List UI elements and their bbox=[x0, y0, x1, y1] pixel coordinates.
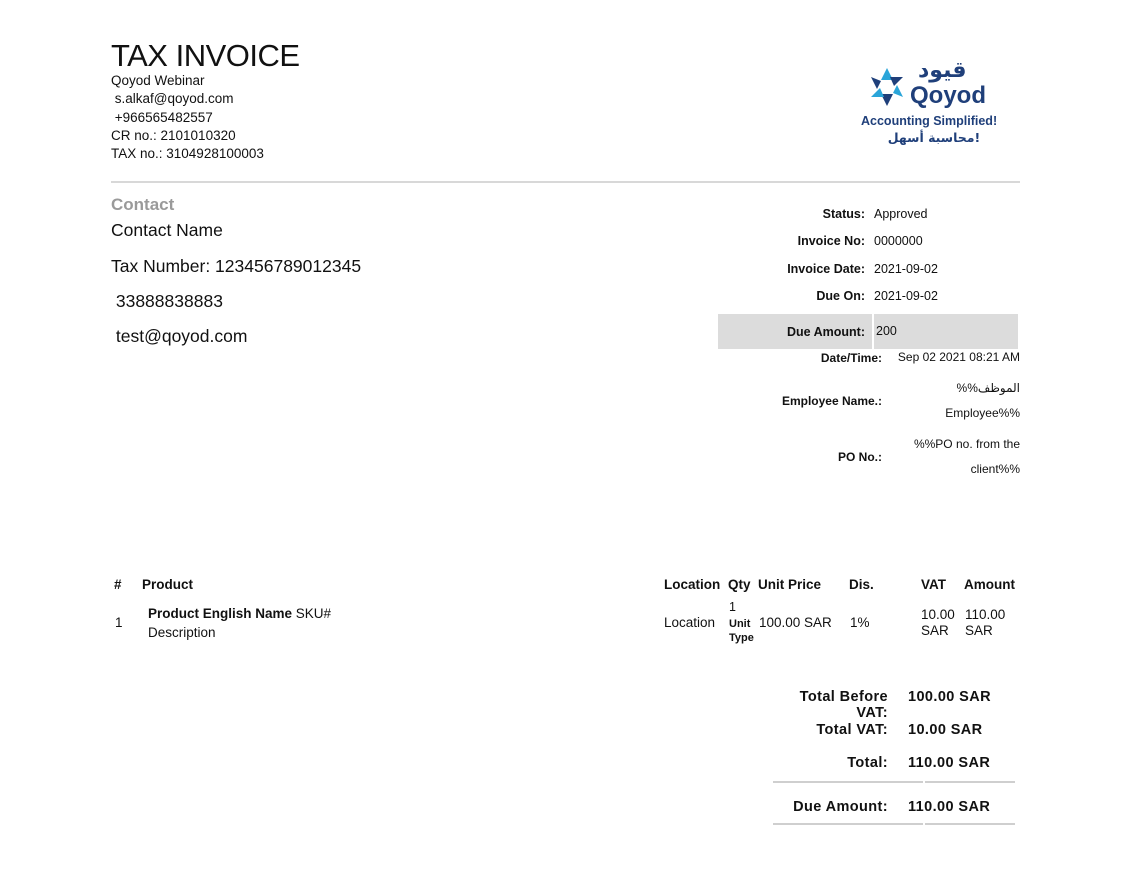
invoice-meta bbox=[708, 200, 1018, 349]
logo-arabic: قيود bbox=[918, 58, 967, 83]
meta-label: Due Amount: bbox=[787, 324, 865, 339]
meta-value: %%الموظف Employee%% bbox=[945, 381, 1020, 420]
col-header-location: Location bbox=[664, 577, 721, 592]
company-phone: +966565482557 bbox=[111, 109, 213, 125]
meta-value: Sep 02 2021 08:21 AM bbox=[897, 350, 1020, 364]
total-label: Due Amount: bbox=[793, 799, 888, 815]
divider-line bbox=[773, 823, 923, 825]
meta-due-on bbox=[708, 283, 1018, 311]
col-header-amount: Amount bbox=[964, 577, 1015, 592]
contact-name: Contact Name bbox=[111, 220, 223, 240]
meta-status bbox=[708, 200, 1018, 228]
company-name: Qoyod Webinar bbox=[111, 73, 205, 88]
logo-tagline: Accounting Simplified! bbox=[861, 114, 998, 128]
col-header-unit-price: Unit Price bbox=[758, 577, 822, 592]
total-label: Total: bbox=[847, 755, 888, 771]
contact-email: test@qoyod.com bbox=[111, 326, 248, 346]
meta-label: Invoice No: bbox=[797, 234, 865, 249]
total-label: Total VAT: bbox=[816, 722, 888, 738]
meta-label: Date/Time: bbox=[820, 350, 882, 365]
meta-value: 2021-09-02 bbox=[874, 289, 938, 304]
row-dis: 1% bbox=[850, 615, 870, 630]
totals-block bbox=[773, 689, 1023, 825]
total-value: 110.00 SAR bbox=[908, 755, 991, 771]
company-cr: CR no.: 2101010320 bbox=[111, 127, 236, 143]
divider-line bbox=[925, 781, 1015, 783]
row-location: Location bbox=[664, 615, 716, 630]
meta-invoice-no bbox=[708, 228, 1018, 256]
meta-datetime bbox=[760, 345, 1020, 370]
contact-tax-number: Tax Number: 123456789012345 bbox=[111, 256, 362, 276]
meta-value: 0000000 bbox=[874, 234, 923, 249]
row-unit-type: Unit Type bbox=[729, 618, 754, 644]
row-qty: 1 bbox=[729, 600, 736, 614]
row-num: 1 bbox=[115, 615, 123, 630]
meta-value: Approved bbox=[874, 206, 928, 221]
meta-invoice-date bbox=[708, 255, 1018, 283]
meta-value: 2021-09-02 bbox=[874, 261, 938, 276]
meta-label: Due On: bbox=[816, 289, 865, 304]
contact-phone: 33888838883 bbox=[111, 291, 223, 311]
total-grand bbox=[773, 755, 1023, 781]
row-description: Description bbox=[148, 625, 216, 640]
row-unit-price: 100.00 SAR bbox=[759, 615, 832, 630]
total-due bbox=[773, 799, 1023, 823]
meta-label: Employee Name.: bbox=[781, 394, 882, 408]
row-product-name: Product English Name bbox=[148, 606, 293, 621]
logo-tagline-arabic: محاسبة أسهل! bbox=[887, 130, 981, 145]
company-email: s.alkaf@qoyod.com bbox=[111, 91, 234, 107]
total-label: Total Before VAT: bbox=[799, 689, 888, 721]
total-value: 110.00 SAR bbox=[908, 799, 991, 815]
col-header-dis: Dis. bbox=[849, 577, 874, 592]
company-tax: TAX no.: 3104928100003 bbox=[111, 146, 264, 162]
logo-name: Qoyod bbox=[910, 82, 986, 109]
totals-divider bbox=[773, 781, 1018, 783]
meta-po bbox=[760, 432, 1020, 482]
total-before-vat bbox=[773, 689, 1023, 722]
meta-employee bbox=[760, 376, 1020, 426]
contact-heading: Contact bbox=[111, 195, 175, 214]
col-header-product: Product bbox=[142, 577, 194, 592]
row-product bbox=[148, 606, 331, 621]
col-header-qty: Qty bbox=[728, 577, 751, 592]
row-sku: SKU# bbox=[292, 606, 332, 621]
invoice-extra-meta bbox=[760, 345, 1020, 488]
header-divider bbox=[111, 181, 1020, 183]
total-vat bbox=[773, 722, 1023, 755]
totals-bottom-divider bbox=[773, 823, 1018, 825]
meta-value: %%PO no. from the client%% bbox=[913, 437, 1020, 476]
meta-label: Invoice Date: bbox=[787, 261, 865, 276]
total-value: 10.00 SAR bbox=[908, 722, 983, 738]
divider-line bbox=[925, 823, 1015, 825]
col-header-num: # bbox=[114, 577, 122, 592]
meta-due-amount bbox=[718, 314, 1018, 349]
divider-line bbox=[773, 781, 923, 783]
meta-label: Status: bbox=[822, 206, 865, 221]
row-amount: 110.00 SAR bbox=[965, 607, 1006, 638]
col-header-vat: VAT bbox=[921, 577, 946, 592]
qoyod-logo bbox=[858, 60, 1008, 150]
company-details bbox=[111, 72, 264, 163]
meta-label: PO No.: bbox=[838, 450, 882, 464]
row-vat: 10.00 SAR bbox=[921, 607, 955, 638]
logo-mark-icon bbox=[866, 64, 908, 110]
invoice-title: TAX INVOICE bbox=[111, 38, 300, 73]
total-value: 100.00 SAR bbox=[908, 689, 991, 705]
meta-value: 200 bbox=[872, 314, 1018, 349]
